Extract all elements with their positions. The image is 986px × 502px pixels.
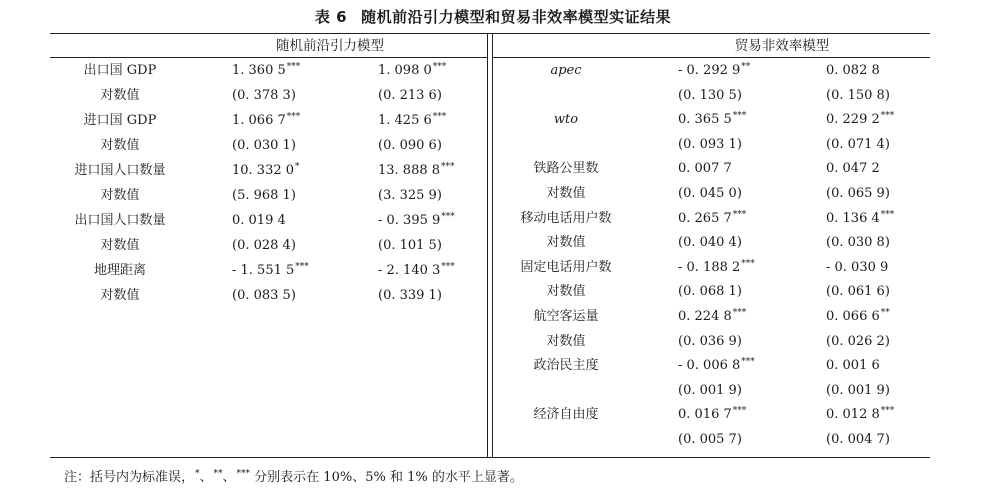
note-sep-2: 、 (222, 470, 236, 485)
row-label: apec (550, 63, 582, 78)
coef-col1 (678, 358, 755, 374)
significance-stars: ** (880, 308, 890, 318)
row-label: 铁路公里数 (533, 161, 599, 177)
coef-value: (0. 001 9) (826, 382, 890, 398)
coef-value: 10. 332 0 (232, 163, 295, 178)
significance-stars: *** (880, 209, 895, 220)
table-title (0, 6, 986, 27)
coef-col1 (232, 138, 297, 154)
right-header-rule (493, 57, 930, 58)
significance-stars: *** (286, 112, 301, 122)
coef-value: 0. 224 8 (678, 309, 732, 324)
coef-col1 (678, 63, 750, 79)
table-note (64, 466, 523, 485)
coef-col1 (232, 288, 297, 304)
coef-value: - 0. 292 9 (678, 63, 741, 78)
coef-value: - 1. 551 5 (232, 263, 295, 278)
coef-col2 (378, 88, 443, 104)
coef-value: 0. 066 6 (826, 309, 880, 324)
coef-col1 (678, 235, 743, 251)
significance-stars: *** (732, 111, 747, 122)
coef-value: (0. 045 0) (678, 186, 742, 201)
row-label: 政治民主度 (533, 358, 599, 374)
significance-stars: *** (432, 62, 447, 72)
coef-value: 0. 365 5 (678, 112, 732, 128)
coef-col2 (826, 284, 891, 300)
coef-col2 (378, 213, 455, 229)
row-label: 经济自由度 (533, 407, 599, 423)
right-header: 贸易非效率模型 (734, 38, 830, 54)
significance-stars: *** (741, 357, 755, 368)
coef-col1 (678, 186, 743, 202)
coef-value: (0. 028 4) (232, 238, 296, 253)
row-label: 航空客运量 (533, 309, 599, 324)
coef-value: 0. 007 7 (678, 161, 732, 177)
coef-value: 0. 012 8 (826, 407, 880, 423)
significance-stars: *** (732, 209, 747, 220)
coef-col2 (826, 88, 891, 104)
note-sep-1: 、 (199, 470, 213, 485)
coef-value: 1. 098 0 (378, 63, 432, 78)
coef-value: (0. 130 5) (678, 87, 742, 103)
coef-col1 (678, 334, 743, 350)
coef-value: (0. 036 9) (678, 333, 742, 349)
coef-col1 (232, 88, 297, 104)
coef-value: 1. 066 7 (232, 113, 286, 128)
coef-col1 (678, 112, 746, 128)
coef-col1 (678, 407, 746, 423)
row-label: 对数值 (100, 138, 140, 153)
coef-col2 (378, 163, 455, 179)
coef-value: (0. 339 1) (378, 288, 442, 303)
coef-value: (0. 030 1) (232, 138, 296, 153)
coef-value: 13. 888 8 (378, 163, 441, 178)
coef-value: (0. 150 8) (826, 87, 890, 103)
row-label: wto (553, 112, 579, 128)
row-label: 地理距离 (93, 263, 147, 278)
note-star-1: * (195, 469, 200, 479)
significance-stars: *** (732, 406, 747, 417)
coef-col1 (678, 432, 743, 448)
significance-stars: *** (880, 111, 895, 122)
coef-value: (0. 213 6) (378, 88, 442, 103)
row-label: 出口国 GDP (83, 63, 157, 78)
row-label: 对数值 (546, 235, 586, 251)
row-label: 进口国 GDP (83, 113, 157, 128)
coef-value: - 2. 140 3 (378, 263, 441, 278)
coef-value: 0. 082 8 (826, 63, 880, 78)
coef-col2 (378, 63, 446, 79)
coef-value: (0. 004 7) (826, 432, 890, 447)
coef-col2 (826, 432, 891, 448)
left-header: 随机前沿引力模型 (276, 38, 384, 54)
coef-value: (0. 030 8) (826, 235, 890, 251)
coef-col2 (826, 211, 894, 227)
note-star-3: *** (236, 469, 251, 479)
coef-col2 (378, 263, 455, 279)
divider-left (487, 33, 488, 457)
coef-col1 (678, 284, 743, 300)
significance-stars: *** (880, 406, 895, 417)
table-label: 表 6 (314, 8, 348, 26)
coef-col1 (232, 188, 297, 204)
row-label: 出口国人口数量 (74, 213, 166, 228)
coef-col1 (678, 383, 743, 399)
coef-value: (0. 061 6) (826, 284, 890, 300)
coef-col2 (826, 260, 889, 276)
coef-col2 (378, 138, 443, 154)
coef-value: 0. 016 7 (678, 407, 732, 423)
coef-value: - 0. 395 9 (378, 213, 441, 228)
coef-value: (0. 083 5) (232, 288, 296, 303)
coef-value: (0. 101 5) (378, 238, 442, 253)
coef-col2 (378, 288, 443, 304)
coef-value: (0. 001 9) (678, 382, 742, 398)
coef-col1 (232, 238, 297, 254)
coef-value: 0. 047 2 (826, 161, 880, 177)
coef-col1 (678, 211, 746, 227)
coef-value: (0. 026 2) (826, 333, 890, 349)
coef-value: 0. 229 2 (826, 112, 880, 128)
significance-stars: *** (295, 262, 309, 272)
row-label: 对数值 (100, 238, 140, 253)
coef-value: 0. 001 6 (826, 358, 880, 374)
significance-stars: *** (432, 112, 447, 122)
row-label: 固定电话用户数 (520, 259, 612, 275)
coef-col1 (678, 137, 743, 153)
coef-value: 1. 425 6 (378, 113, 432, 128)
coef-col2 (826, 137, 891, 153)
coef-col2 (378, 238, 443, 254)
coef-col2 (826, 112, 894, 128)
coef-value: (0. 093 1) (678, 136, 742, 152)
significance-stars: *** (741, 258, 755, 269)
coef-col2 (826, 235, 891, 251)
coef-value: (0. 040 4) (678, 235, 742, 251)
row-label: 对数值 (100, 188, 140, 203)
coef-col2 (826, 309, 890, 325)
row-label: 对数值 (546, 284, 586, 300)
coef-col2 (826, 358, 881, 374)
coef-value: (0. 071 4) (826, 136, 890, 152)
coef-value: (0. 090 6) (378, 138, 442, 153)
coef-col1 (232, 263, 309, 279)
significance-stars: *** (441, 262, 455, 272)
coef-col2 (378, 113, 446, 129)
coef-value: (0. 378 3) (232, 88, 296, 103)
coef-col1 (232, 213, 287, 229)
row-label: 对数值 (546, 333, 586, 349)
significance-stars: *** (732, 308, 747, 318)
table-caption: 随机前沿引力模型和贸易非效率模型实证结果 (361, 8, 672, 26)
coef-value: - 0. 030 9 (826, 259, 889, 275)
significance-stars: *** (286, 62, 301, 72)
coef-value: 1. 360 5 (232, 63, 286, 78)
coef-value: (0. 005 7) (678, 432, 742, 447)
note-suffix: 分别表示在 10%、5% 和 1% 的水平上显著。 (250, 470, 523, 485)
coef-col1 (678, 309, 746, 325)
coef-col1 (232, 63, 300, 79)
coef-value: - 0. 006 8 (678, 358, 741, 374)
coef-value: (5. 968 1) (232, 188, 296, 203)
bottom-rule (50, 457, 930, 458)
significance-stars: *** (441, 212, 455, 222)
coef-value: (0. 065 9) (826, 186, 890, 201)
coef-col2 (378, 188, 443, 204)
coef-col2 (826, 63, 881, 79)
coef-col2 (826, 407, 894, 423)
coef-col2 (826, 161, 881, 177)
top-rule (50, 33, 930, 34)
coef-col1 (678, 88, 743, 104)
coef-col1 (678, 260, 755, 276)
coef-col2 (826, 383, 891, 399)
coef-value: (0. 068 1) (678, 284, 742, 300)
coef-value: - 0. 188 2 (678, 259, 741, 275)
row-label: 对数值 (100, 288, 140, 303)
row-label: 移动电话用户数 (520, 210, 612, 226)
coef-value: (3. 325 9) (378, 188, 442, 203)
significance-stars: *** (441, 162, 455, 172)
row-label: 对数值 (100, 88, 140, 103)
coef-value: 0. 265 7 (678, 210, 732, 226)
left-header-rule (50, 57, 487, 58)
note-star-2: ** (213, 469, 223, 479)
coef-col1 (232, 113, 300, 129)
significance-stars: ** (741, 62, 751, 72)
coef-col1 (678, 161, 733, 177)
coef-col2 (826, 186, 891, 202)
row-label: 对数值 (546, 186, 586, 201)
significance-stars: * (295, 162, 300, 172)
coef-col1 (232, 163, 300, 179)
row-label: 进口国人口数量 (74, 163, 166, 178)
coef-value: 0. 019 4 (232, 213, 286, 228)
divider-right (492, 33, 493, 457)
coef-value: 0. 136 4 (826, 210, 880, 226)
coef-col2 (826, 334, 891, 350)
note-prefix: 注：括号内为标准误， (64, 470, 195, 485)
